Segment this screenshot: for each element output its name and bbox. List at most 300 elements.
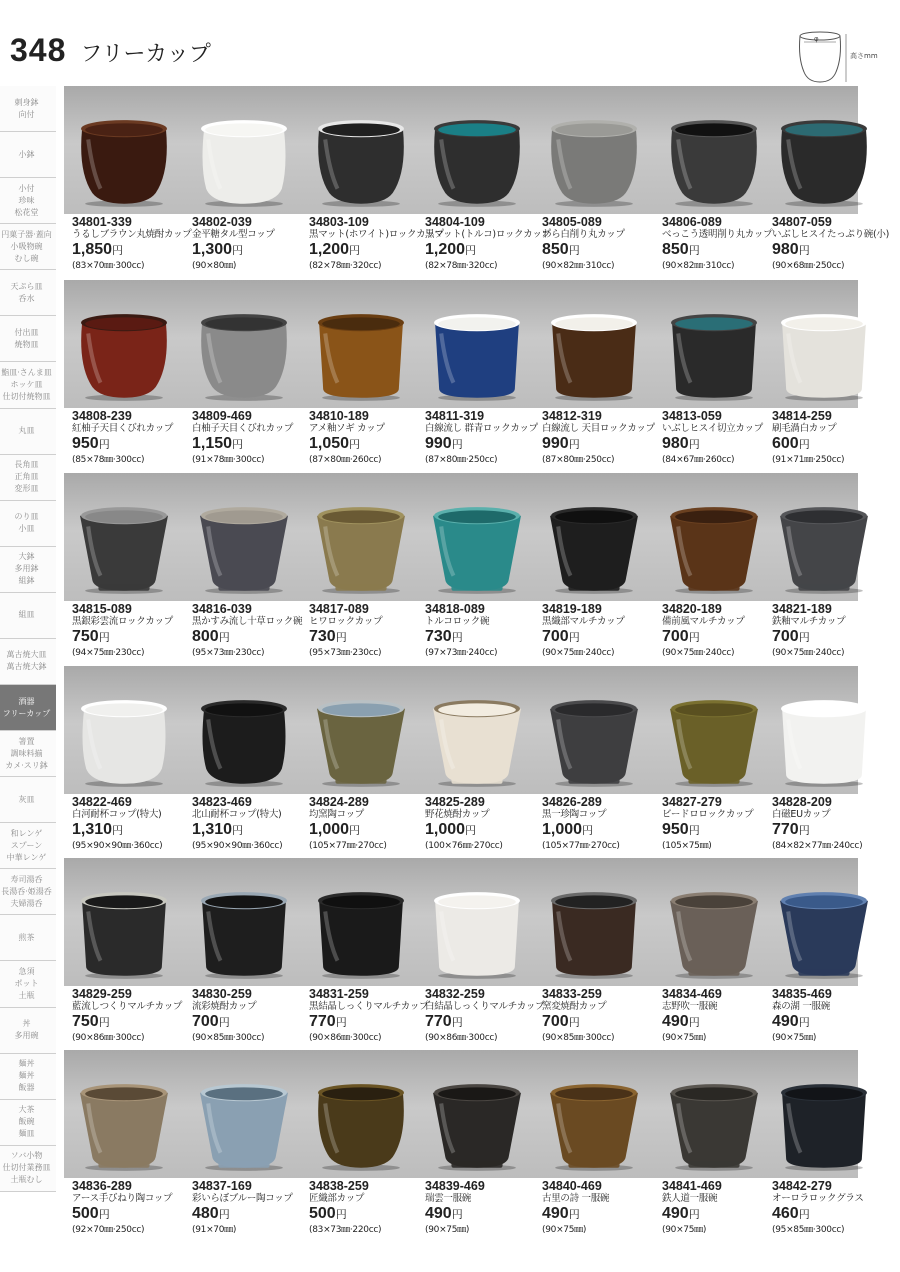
product-image[interactable] bbox=[315, 1082, 407, 1172]
price-unit: 円 bbox=[465, 825, 477, 837]
product-name: 匠織部カップ bbox=[309, 1193, 365, 1204]
price-value: 700 bbox=[772, 628, 799, 645]
price-unit: 円 bbox=[232, 825, 244, 837]
price-unit: 円 bbox=[349, 439, 361, 451]
price-value: 770 bbox=[309, 1013, 336, 1030]
price-unit: 円 bbox=[798, 632, 810, 644]
product-image[interactable] bbox=[431, 312, 523, 402]
price-value: 1,000 bbox=[542, 821, 583, 838]
product-listing[interactable] bbox=[309, 988, 427, 1044]
price-value: 770 bbox=[425, 1013, 452, 1030]
product-dimensions: (90×75㎜) bbox=[662, 1225, 707, 1235]
product-row bbox=[64, 1050, 864, 1242]
product-dimensions: (90×86㎜·300cc) bbox=[309, 1033, 382, 1043]
sidebar-tab[interactable]: 灰皿 bbox=[0, 777, 56, 823]
product-dimensions: (90×85㎜·300cc) bbox=[542, 1033, 615, 1043]
sidebar-tab[interactable]: 大鉢 多用鉢 組鉢 bbox=[0, 547, 56, 593]
price-unit: 円 bbox=[349, 825, 361, 837]
product-code: 34801-339 bbox=[72, 215, 132, 229]
product-dimensions: (105×77㎜·270cc) bbox=[309, 841, 387, 851]
product-image[interactable] bbox=[198, 312, 290, 402]
product-image[interactable] bbox=[778, 505, 870, 595]
product-code: 34802-039 bbox=[192, 215, 252, 229]
price-value: 850 bbox=[542, 241, 569, 258]
price-value: 990 bbox=[425, 435, 452, 452]
sidebar-tab[interactable]: ソバ小物 仕切付業務皿 土瓶むし bbox=[0, 1146, 56, 1192]
product-dimensions: (83×73㎜·220cc) bbox=[309, 1225, 382, 1235]
product-photo-strip bbox=[64, 473, 858, 601]
price-value: 490 bbox=[662, 1013, 689, 1030]
product-listing[interactable] bbox=[772, 796, 890, 852]
product-price bbox=[772, 628, 890, 647]
product-image[interactable] bbox=[548, 505, 640, 595]
product-dimensions: (90×86㎜·300cc) bbox=[72, 1033, 145, 1043]
product-code: 34813-059 bbox=[662, 409, 722, 423]
product-listing[interactable] bbox=[772, 216, 890, 272]
product-listing[interactable] bbox=[309, 796, 427, 852]
product-listing[interactable] bbox=[662, 988, 780, 1044]
product-image[interactable] bbox=[778, 312, 870, 402]
price-unit: 円 bbox=[451, 439, 463, 451]
product-price bbox=[772, 1013, 890, 1032]
product-name: 志野吹一服碗 bbox=[662, 1001, 718, 1012]
product-row bbox=[64, 666, 863, 858]
product-image[interactable] bbox=[548, 312, 640, 402]
product-image[interactable] bbox=[315, 890, 407, 980]
price-value: 1,850 bbox=[72, 241, 113, 258]
product-image[interactable] bbox=[548, 890, 640, 980]
product-code: 34840-469 bbox=[542, 1179, 602, 1193]
sidebar-tab[interactable]: のり皿 小皿 bbox=[0, 501, 56, 547]
product-image[interactable] bbox=[198, 698, 290, 788]
sidebar-tab[interactable]: 天ぷら皿 呑水 bbox=[0, 270, 56, 316]
product-price bbox=[192, 1013, 310, 1032]
product-name: 古里の詩 一服碗 bbox=[542, 1193, 610, 1204]
product-image[interactable] bbox=[668, 890, 760, 980]
product-price bbox=[309, 821, 427, 840]
product-image[interactable] bbox=[78, 118, 170, 208]
product-listing[interactable] bbox=[425, 988, 543, 1044]
diameter-symbol: φ bbox=[814, 35, 819, 43]
product-name: いぶしヒスイ切立カップ bbox=[662, 423, 763, 434]
price-unit: 円 bbox=[98, 439, 110, 451]
product-price bbox=[72, 1205, 190, 1224]
product-dimensions: (90×75㎜·240cc) bbox=[662, 648, 735, 658]
product-name: わら白削り丸カップ bbox=[542, 229, 625, 240]
product-listing[interactable] bbox=[772, 603, 890, 659]
product-dimensions: (87×80㎜·260cc) bbox=[309, 455, 382, 465]
product-listing[interactable] bbox=[542, 988, 660, 1044]
product-image[interactable] bbox=[78, 505, 170, 595]
product-code: 34833-259 bbox=[542, 987, 602, 1001]
sidebar-tab[interactable]: 円菓子器·蓋向 小吸物碗 むし碗 bbox=[0, 224, 56, 270]
product-image[interactable] bbox=[778, 118, 870, 208]
product-dimensions: (100×76㎜·270cc) bbox=[425, 841, 503, 851]
price-value: 730 bbox=[425, 628, 452, 645]
price-unit: 円 bbox=[568, 1017, 580, 1029]
product-price bbox=[542, 241, 660, 260]
product-name: 白結晶しっくりマルチカップ bbox=[425, 1001, 545, 1012]
price-unit: 円 bbox=[688, 825, 700, 837]
product-code: 34820-189 bbox=[662, 602, 722, 616]
product-code: 34805-089 bbox=[542, 215, 602, 229]
product-name: 備前風マルチカップ bbox=[662, 616, 745, 627]
product-listing[interactable] bbox=[309, 410, 427, 466]
product-image[interactable] bbox=[668, 118, 760, 208]
price-unit: 円 bbox=[112, 245, 124, 257]
price-value: 700 bbox=[662, 628, 689, 645]
product-price bbox=[425, 628, 543, 647]
product-name: 黒マット(トルコ)ロックカップ bbox=[425, 229, 551, 240]
product-price bbox=[72, 821, 190, 840]
sidebar-tab[interactable]: 鮨皿·さんま皿 ホッケ皿 仕切付焼物皿 bbox=[0, 362, 56, 408]
price-unit: 円 bbox=[335, 1017, 347, 1029]
page-header bbox=[10, 32, 211, 66]
product-price bbox=[72, 435, 190, 454]
product-listing[interactable] bbox=[192, 410, 310, 466]
product-image[interactable] bbox=[431, 698, 523, 788]
product-image[interactable] bbox=[668, 698, 760, 788]
sidebar-tab[interactable]: 刺身鉢 向付 bbox=[0, 86, 56, 132]
product-code: 34834-469 bbox=[662, 987, 722, 1001]
product-code: 34829-259 bbox=[72, 987, 132, 1001]
product-image[interactable] bbox=[548, 118, 640, 208]
product-name: 流彩焼酎カップ bbox=[192, 1001, 257, 1012]
product-listing[interactable] bbox=[542, 1180, 660, 1236]
product-listing[interactable] bbox=[425, 1180, 543, 1236]
product-image[interactable] bbox=[668, 1082, 760, 1172]
product-code: 34804-109 bbox=[425, 215, 485, 229]
product-listing[interactable] bbox=[72, 796, 190, 852]
product-listing[interactable] bbox=[662, 410, 780, 466]
product-image[interactable] bbox=[548, 1082, 640, 1172]
sidebar-tab[interactable]: 丼 多用碗 bbox=[0, 1008, 56, 1054]
product-dimensions: (91×71㎜·250cc) bbox=[772, 455, 845, 465]
product-listing[interactable] bbox=[425, 215, 551, 272]
product-code: 34815-089 bbox=[72, 602, 132, 616]
product-listing[interactable] bbox=[425, 410, 543, 466]
price-unit: 円 bbox=[798, 439, 810, 451]
product-listing[interactable] bbox=[662, 1180, 780, 1236]
product-image[interactable] bbox=[315, 118, 407, 208]
product-dimensions: (90×75㎜·240cc) bbox=[772, 648, 845, 658]
product-price bbox=[192, 241, 310, 260]
product-code: 34842-279 bbox=[772, 1179, 832, 1193]
product-name: 黒一珍陶コップ bbox=[542, 809, 607, 820]
product-price bbox=[309, 241, 427, 260]
price-unit: 円 bbox=[232, 439, 244, 451]
product-name: 森の湖 一服碗 bbox=[772, 1001, 830, 1012]
price-unit: 円 bbox=[451, 1209, 463, 1221]
price-unit: 円 bbox=[798, 825, 810, 837]
product-listing[interactable] bbox=[662, 603, 780, 659]
product-image[interactable] bbox=[431, 1082, 523, 1172]
product-price bbox=[662, 1013, 780, 1032]
product-name: うるしブラウン丸焼酎カップ bbox=[72, 229, 192, 240]
product-image[interactable] bbox=[78, 890, 170, 980]
sidebar-tab[interactable]: 組皿 bbox=[0, 593, 56, 639]
product-listing[interactable] bbox=[309, 603, 427, 659]
product-dimensions: (87×80㎜·250cc) bbox=[542, 455, 615, 465]
product-row bbox=[64, 858, 858, 1050]
sidebar-tab[interactable]: 急須 ポット 土瓶 bbox=[0, 961, 56, 1007]
product-name: 白柚子天目くびれカップ bbox=[192, 423, 294, 434]
cup-dimension-diagram bbox=[790, 28, 890, 86]
product-code: 34822-469 bbox=[72, 795, 132, 809]
product-listing[interactable] bbox=[192, 216, 310, 272]
price-value: 700 bbox=[542, 628, 569, 645]
product-dimensions: (83×70㎜·300cc) bbox=[72, 261, 145, 271]
product-dimensions: (84×67㎜·260cc) bbox=[662, 455, 735, 465]
sidebar-tab[interactable]: 大茶 飯碗 麺皿 bbox=[0, 1100, 56, 1146]
product-name: 藍流しつくりマルチカップ bbox=[72, 1001, 183, 1012]
product-image[interactable] bbox=[778, 890, 870, 980]
product-code: 34825-289 bbox=[425, 795, 485, 809]
product-name: べっこう透明削り丸カップ bbox=[662, 229, 773, 240]
price-value: 490 bbox=[662, 1205, 689, 1222]
page-number: 348 bbox=[10, 32, 67, 68]
sidebar-tab[interactable]: 小付 珍味 松花堂 bbox=[0, 178, 56, 224]
product-listing[interactable] bbox=[542, 603, 660, 659]
product-image[interactable] bbox=[431, 890, 523, 980]
product-price bbox=[309, 628, 427, 647]
product-code: 34835-469 bbox=[772, 987, 832, 1001]
product-price bbox=[542, 1013, 660, 1032]
product-image[interactable] bbox=[315, 698, 407, 788]
product-listing[interactable] bbox=[425, 796, 543, 852]
product-price bbox=[192, 435, 310, 454]
sidebar-tab[interactable]: 萬古焼大皿 萬古焼大鉢 bbox=[0, 639, 56, 685]
product-price bbox=[425, 1205, 543, 1224]
product-code: 34819-189 bbox=[542, 602, 602, 616]
product-image[interactable] bbox=[431, 505, 523, 595]
product-image[interactable] bbox=[431, 118, 523, 208]
product-listing[interactable] bbox=[309, 215, 444, 272]
product-listing[interactable] bbox=[192, 1180, 310, 1236]
product-listing[interactable] bbox=[72, 988, 190, 1044]
product-code: 34807-059 bbox=[772, 215, 832, 229]
product-image[interactable] bbox=[668, 505, 760, 595]
price-unit: 円 bbox=[688, 245, 700, 257]
sidebar-tab[interactable]: 和レンゲ スプーン 中華レンゲ bbox=[0, 823, 56, 869]
product-dimensions: (90×75㎜) bbox=[662, 1033, 707, 1043]
product-listing[interactable] bbox=[309, 1180, 427, 1236]
product-dimensions: (90×68㎜·250cc) bbox=[772, 261, 845, 271]
product-name: 黒かすみ流し十草ロック碗 bbox=[192, 616, 303, 627]
product-listing[interactable] bbox=[772, 988, 890, 1044]
product-price bbox=[662, 241, 780, 260]
product-name: 瑞雲一服碗 bbox=[425, 1193, 472, 1204]
product-dimensions: (90×75㎜·240cc) bbox=[542, 648, 615, 658]
product-price bbox=[662, 628, 780, 647]
product-code: 34809-469 bbox=[192, 409, 252, 423]
sidebar-tab[interactable]: 付出皿 焼物皿 bbox=[0, 316, 56, 362]
price-value: 750 bbox=[72, 628, 99, 645]
price-value: 1,200 bbox=[425, 241, 466, 258]
product-listing[interactable] bbox=[542, 410, 660, 466]
sidebar-tab[interactable]: 小鉢 bbox=[0, 132, 56, 178]
product-name: 北山耐杯コップ(特大) bbox=[192, 809, 282, 820]
price-value: 850 bbox=[662, 241, 689, 258]
product-dimensions: (90×85㎜·300cc) bbox=[192, 1033, 265, 1043]
product-code: 34837-169 bbox=[192, 1179, 252, 1193]
product-price bbox=[772, 1205, 890, 1224]
product-name: 鉄釉マルチカップ bbox=[772, 616, 846, 627]
product-price bbox=[772, 821, 890, 840]
product-image[interactable] bbox=[78, 1082, 170, 1172]
product-price bbox=[72, 241, 190, 260]
price-unit: 円 bbox=[568, 245, 580, 257]
product-listing[interactable] bbox=[72, 603, 190, 659]
product-name: 刷毛渦白カップ bbox=[772, 423, 837, 434]
product-image[interactable] bbox=[78, 312, 170, 402]
product-name: 白線流し 天目ロックカップ bbox=[542, 423, 655, 434]
price-value: 700 bbox=[192, 1013, 219, 1030]
price-value: 990 bbox=[542, 435, 569, 452]
product-price bbox=[192, 628, 310, 647]
product-price bbox=[542, 821, 660, 840]
price-value: 1,200 bbox=[309, 241, 350, 258]
product-listing[interactable] bbox=[542, 796, 660, 852]
product-name: 野花焼酎カップ bbox=[425, 809, 490, 820]
product-listing[interactable] bbox=[72, 216, 190, 272]
product-dimensions: (90×75㎜) bbox=[772, 1033, 817, 1043]
sidebar-tab[interactable]: 箸置 調味料揃 カメ·スリ鉢 bbox=[0, 731, 56, 777]
product-name: ビードロロックカップ bbox=[662, 809, 754, 820]
sidebar-tab[interactable]: 酒器 フリーカップ bbox=[0, 685, 56, 731]
product-price bbox=[72, 1013, 190, 1032]
price-unit: 円 bbox=[688, 1017, 700, 1029]
price-unit: 円 bbox=[112, 825, 124, 837]
sidebar-tab[interactable]: 麺丼 麺丼 飯器 bbox=[0, 1054, 56, 1100]
price-unit: 円 bbox=[218, 632, 230, 644]
product-image[interactable] bbox=[198, 505, 290, 595]
product-code: 34803-109 bbox=[309, 215, 369, 229]
product-price bbox=[542, 435, 660, 454]
price-unit: 円 bbox=[98, 1017, 110, 1029]
price-value: 500 bbox=[309, 1205, 336, 1222]
height-label: 高さmm bbox=[850, 52, 878, 60]
product-name: 黒織部マルチカップ bbox=[542, 616, 625, 627]
product-listing[interactable] bbox=[192, 603, 310, 659]
page-title: フリーカップ bbox=[80, 42, 211, 67]
product-name: 金平糖タル型コップ bbox=[192, 229, 275, 240]
product-name: 彩いらぼブルー陶コップ bbox=[192, 1193, 293, 1204]
product-image[interactable] bbox=[198, 118, 290, 208]
product-code: 34806-089 bbox=[662, 215, 722, 229]
price-value: 770 bbox=[772, 821, 799, 838]
product-listing[interactable] bbox=[772, 410, 890, 466]
product-image[interactable] bbox=[198, 1082, 290, 1172]
product-price bbox=[192, 821, 310, 840]
product-listing[interactable] bbox=[425, 603, 543, 659]
product-code: 34836-289 bbox=[72, 1179, 132, 1193]
product-image[interactable] bbox=[668, 312, 760, 402]
product-price bbox=[309, 1013, 427, 1032]
price-unit: 円 bbox=[798, 1209, 810, 1221]
price-value: 950 bbox=[662, 821, 689, 838]
price-unit: 円 bbox=[582, 825, 594, 837]
price-value: 1,150 bbox=[192, 435, 233, 452]
price-value: 980 bbox=[662, 435, 689, 452]
product-image[interactable] bbox=[78, 698, 170, 788]
product-image[interactable] bbox=[198, 890, 290, 980]
product-price bbox=[309, 435, 427, 454]
price-value: 1,310 bbox=[192, 821, 233, 838]
product-price bbox=[542, 1205, 660, 1224]
sidebar-tab[interactable]: 煎茶 bbox=[0, 915, 56, 961]
product-image[interactable] bbox=[778, 698, 870, 788]
product-image[interactable] bbox=[315, 312, 407, 402]
product-listing[interactable] bbox=[662, 216, 780, 272]
product-photo-strip bbox=[64, 280, 858, 408]
price-value: 1,300 bbox=[192, 241, 233, 258]
product-image[interactable] bbox=[778, 1082, 870, 1172]
product-code: 34812-319 bbox=[542, 409, 602, 423]
price-value: 1,310 bbox=[72, 821, 113, 838]
price-value: 490 bbox=[425, 1205, 452, 1222]
price-unit: 円 bbox=[98, 632, 110, 644]
product-dimensions: (82×78㎜·320cc) bbox=[425, 261, 498, 271]
product-dimensions: (105×75㎜) bbox=[662, 841, 712, 851]
product-listing[interactable] bbox=[772, 1180, 890, 1236]
product-image[interactable] bbox=[548, 698, 640, 788]
product-listing[interactable] bbox=[72, 410, 190, 466]
product-name: オーロラロックグラス bbox=[772, 1193, 864, 1204]
product-code: 34832-259 bbox=[425, 987, 485, 1001]
product-code: 34814-259 bbox=[772, 409, 832, 423]
product-listing[interactable] bbox=[542, 216, 660, 272]
product-listing[interactable] bbox=[662, 796, 780, 852]
price-unit: 円 bbox=[568, 632, 580, 644]
product-dimensions: (105×77㎜·270cc) bbox=[542, 841, 620, 851]
product-code: 34817-089 bbox=[309, 602, 369, 616]
price-unit: 円 bbox=[688, 1209, 700, 1221]
price-value: 1,000 bbox=[309, 821, 350, 838]
sidebar-tab[interactable]: 長角皿 正角皿 変形皿 bbox=[0, 455, 56, 501]
price-value: 1,050 bbox=[309, 435, 350, 452]
product-name: ヒワロックカップ bbox=[309, 616, 383, 627]
product-row bbox=[64, 86, 890, 278]
price-unit: 円 bbox=[568, 1209, 580, 1221]
sidebar-tab[interactable]: 寿司湯呑 長湯呑·姫湯呑 夫婦湯呑 bbox=[0, 869, 56, 915]
price-value: 480 bbox=[192, 1205, 219, 1222]
product-name: 白河耐杯コップ(特大) bbox=[72, 809, 162, 820]
price-value: 950 bbox=[72, 435, 99, 452]
product-dimensions: (97×73㎜·240cc) bbox=[425, 648, 498, 658]
product-name: アース手びねり陶コップ bbox=[72, 1193, 173, 1204]
product-name: 白線流し 群青ロックカップ bbox=[425, 423, 538, 434]
product-photo-strip bbox=[64, 1050, 858, 1178]
price-unit: 円 bbox=[218, 1209, 230, 1221]
price-unit: 円 bbox=[335, 1209, 347, 1221]
sidebar-tab[interactable]: 丸皿 bbox=[0, 409, 56, 455]
product-code: 34827-279 bbox=[662, 795, 722, 809]
product-code: 34810-189 bbox=[309, 409, 369, 423]
product-name: 黒結晶しっくりマルチカップ bbox=[309, 1001, 429, 1012]
product-listing[interactable] bbox=[72, 1180, 190, 1236]
product-photo-strip bbox=[64, 86, 858, 214]
product-name: 窯変焼酎カップ bbox=[542, 1001, 607, 1012]
product-price bbox=[772, 241, 890, 260]
product-name: 黒マット(ホワイト)ロックカップ bbox=[309, 229, 444, 240]
price-unit: 円 bbox=[218, 1017, 230, 1029]
product-name: 白磁EUカップ bbox=[772, 809, 831, 820]
product-photo-strip bbox=[64, 666, 858, 794]
product-listing[interactable] bbox=[192, 796, 310, 852]
product-image[interactable] bbox=[315, 505, 407, 595]
product-listing[interactable] bbox=[192, 988, 310, 1044]
